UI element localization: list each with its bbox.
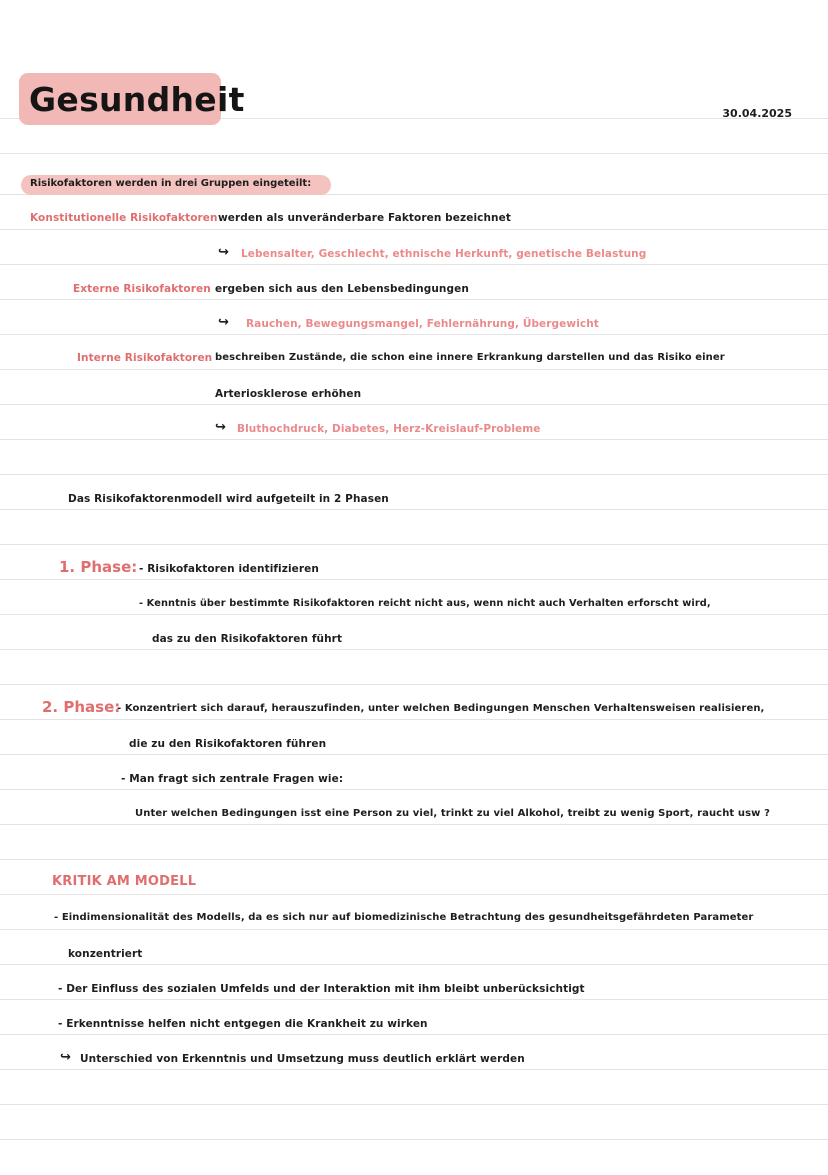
- ruled-line: [0, 964, 828, 965]
- phase2-label: 2. Phase:: [42, 698, 121, 716]
- ruled-line: [0, 859, 828, 860]
- ruled-line: [0, 684, 828, 685]
- kritik-point4: Unterschied von Erkenntnis und Umsetzung muss deutlich erklärt werden: [80, 1053, 525, 1065]
- ruled-line: [0, 894, 828, 895]
- kritik-point3: - Erkenntnisse helfen nicht entgegen die Krankheit zu wirken: [58, 1018, 428, 1030]
- page-date: 30.04.2025: [722, 107, 792, 120]
- intern-text-line2: Arteriosklerose erhöhen: [215, 388, 362, 400]
- kritik-heading: KRITIK AM MODELL: [52, 874, 197, 889]
- extern-text: ergeben sich aus den Lebensbedingungen: [215, 283, 469, 295]
- ruled-line: [0, 474, 828, 475]
- phase1-point1: - Risikofaktoren identifizieren: [139, 563, 319, 575]
- intern-examples: Bluthochdruck, Diabetes, Herz-Kreislauf-Probleme: [237, 423, 541, 435]
- konstitutionell-text: werden als unveränderbare Faktoren bezeichnet: [218, 212, 511, 224]
- model-intro: Das Risikofaktorenmodell wird aufgeteilt in 2 Phasen: [68, 493, 389, 505]
- ruled-line: [0, 789, 828, 790]
- ruled-line: [0, 404, 828, 405]
- ruled-line: [0, 439, 828, 440]
- extern-examples: Rauchen, Bewegungsmangel, Fehlernährung, Übergewicht: [246, 318, 599, 330]
- ruled-line: [0, 824, 828, 825]
- ruled-line: [0, 754, 828, 755]
- ruled-line: [0, 153, 828, 154]
- intro-text: Risikofaktoren werden in drei Gruppen eingeteilt:: [30, 178, 312, 189]
- ruled-line: [0, 999, 828, 1000]
- arrow-icon: ↪: [218, 245, 229, 260]
- ruled-line: [0, 299, 828, 300]
- phase2-point1-line1: - Konzentriert sich darauf, herauszufinden, unter welchen Bedingungen Menschen Verhaltensweisen realisieren,: [117, 703, 765, 714]
- ruled-line: [0, 509, 828, 510]
- kritik-point1-line1: - Eindimensionalität des Modells, da es sich nur auf biomedizinische Betrachtung des gesundheitsgefährdeten Parameter: [54, 912, 754, 923]
- ruled-line: [0, 1034, 828, 1035]
- ruled-line: [0, 649, 828, 650]
- ruled-line: [0, 929, 828, 930]
- kritik-point2: - Der Einfluss des sozialen Umfelds und der Interaktion mit ihm bleibt unberücksichtigt: [58, 983, 585, 995]
- phase1-point2-line1: - Kenntnis über bestimmte Risikofaktoren reicht nicht aus, wenn nicht auch Verhalten erforscht wird,: [139, 598, 711, 609]
- kritik-point1-line2: konzentriert: [68, 948, 143, 960]
- arrow-icon: ↪: [218, 315, 229, 330]
- ruled-line: [0, 544, 828, 545]
- ruled-line: [0, 229, 828, 230]
- phase1-label: 1. Phase:: [59, 558, 138, 576]
- konstitutionell-examples: Lebensalter, Geschlecht, ethnische Herkunft, genetische Belastung: [241, 248, 647, 260]
- page-title: Gesundheit: [29, 80, 245, 119]
- ruled-line: [0, 334, 828, 335]
- arrow-icon: ↪: [215, 420, 226, 435]
- intern-label: Interne Risikofaktoren: [77, 352, 213, 364]
- konstitutionell-label: Konstitutionelle Risikofaktoren: [30, 212, 218, 224]
- arrow-icon: ↪: [60, 1050, 71, 1065]
- phase2-point2: - Man fragt sich zentrale Fragen wie:: [121, 773, 344, 785]
- ruled-line: [0, 264, 828, 265]
- ruled-line: [0, 1069, 828, 1070]
- ruled-line: [0, 579, 828, 580]
- ruled-line: [0, 719, 828, 720]
- extern-label: Externe Risikofaktoren: [73, 283, 211, 295]
- phase2-point1-line2: die zu den Risikofaktoren führen: [129, 738, 327, 750]
- ruled-line: [0, 1104, 828, 1105]
- phase2-question: Unter welchen Bedingungen isst eine Person zu viel, trinkt zu viel Alkohol, treibt zu wenig Sport, raucht usw ?: [135, 808, 770, 819]
- intern-text-line1: beschreiben Zustände, die schon eine innere Erkrankung darstellen und das Risiko einer: [215, 352, 725, 363]
- ruled-line: [0, 614, 828, 615]
- ruled-line: [0, 1139, 828, 1140]
- phase1-point2-line2: das zu den Risikofaktoren führt: [152, 633, 343, 645]
- ruled-line: [0, 369, 828, 370]
